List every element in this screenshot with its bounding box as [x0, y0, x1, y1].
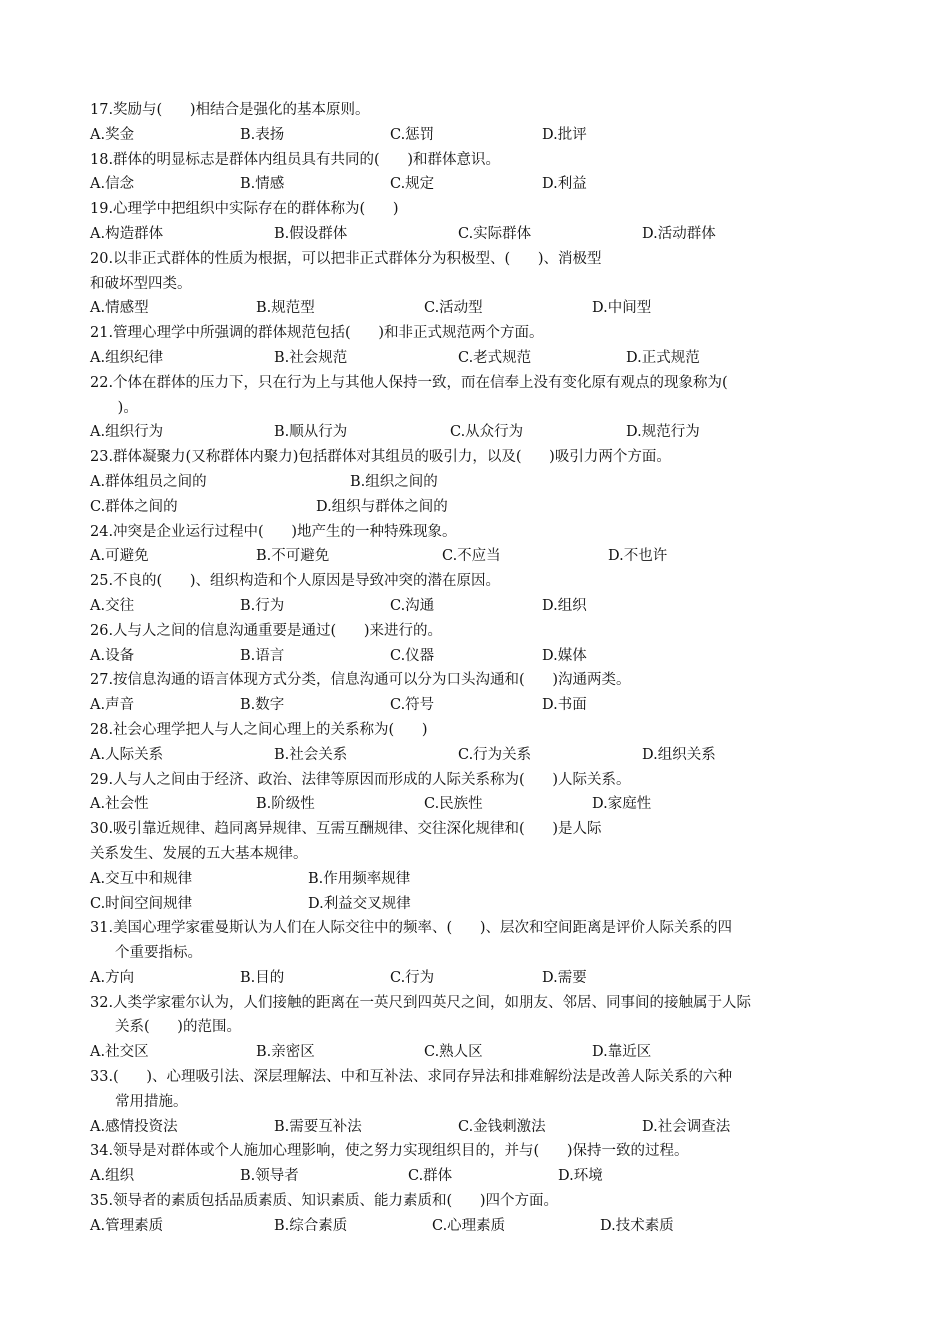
answer-option: A.组织	[90, 1168, 135, 1185]
answer-option: D.活动群体	[642, 225, 716, 242]
answer-option: D.靠近区	[592, 1044, 652, 1061]
question-text: 29.人与人之间由于经济、政治、法律等原因而形成的人际关系称为( )人际关系。	[90, 771, 631, 788]
option-row	[90, 892, 870, 917]
answer-option: C.行为	[390, 969, 435, 986]
answer-option: B.不可避免	[256, 548, 330, 565]
question-block	[90, 569, 870, 619]
question-text: 20.以非正式群体的性质为根据，可以把非正式群体分为积极型、( )、消极型	[90, 250, 602, 267]
answer-option: A.交互中和规律	[90, 870, 193, 887]
answer-option: C.群体之间的	[90, 498, 178, 515]
question-block	[90, 817, 870, 916]
answer-option: A.声音	[90, 697, 135, 714]
question-text-continued: 关系( )的范围。	[115, 1019, 241, 1036]
answer-option: A.信念	[90, 176, 135, 193]
answer-option: B.社会规范	[274, 349, 348, 366]
answer-option: D.规范行为	[626, 424, 700, 441]
answer-option: B.综合素质	[274, 1217, 348, 1234]
answer-option: C.活动型	[424, 300, 483, 317]
option-row	[90, 123, 870, 148]
option-row	[90, 470, 870, 495]
answer-option: B.假设群体	[274, 225, 348, 242]
answer-option: C.从众行为	[450, 424, 524, 441]
answer-option: B.社会关系	[274, 746, 348, 763]
option-row	[90, 172, 870, 197]
option-row	[90, 1214, 870, 1239]
option-row	[90, 644, 870, 669]
option-row	[90, 222, 870, 247]
answer-option: A.情感型	[90, 300, 149, 317]
question-block	[90, 768, 870, 818]
question-block	[90, 520, 870, 570]
question-block	[90, 916, 870, 990]
answer-option: D.利益交叉规律	[308, 895, 411, 912]
question-text: 17.奖励与( )相结合是强化的基本原则。	[90, 102, 370, 118]
option-row	[90, 420, 870, 445]
answer-option: A.人际关系	[90, 746, 164, 763]
option-row	[90, 792, 870, 817]
answer-option: D.媒体	[542, 647, 587, 664]
question-text: 19.心理学中把组织中实际存在的群体称为( )	[90, 201, 399, 218]
answer-option: B.语言	[240, 647, 285, 664]
question-block	[90, 197, 870, 247]
question-text: 21.管理心理学中所强调的群体规范包括( )和非正式规范两个方面。	[90, 325, 544, 342]
question-text-continued: 关系发生、发展的五大基本规律。	[90, 845, 308, 862]
question-text: 24.冲突是企业运行过程中( )地产生的一种特殊现象。	[90, 523, 457, 540]
option-row	[90, 693, 870, 718]
question-text: 27.按信息沟通的语言体现方式分类，信息沟通可以分为口头沟通和( )沟通两类。	[90, 672, 631, 689]
answer-option: C.民族性	[424, 796, 483, 813]
question-block	[90, 371, 870, 445]
question-block	[90, 247, 870, 321]
answer-option: D.社会调查法	[642, 1118, 731, 1135]
question-block	[90, 668, 870, 718]
answer-option: A.方向	[90, 969, 135, 986]
question-block	[90, 991, 870, 1065]
answer-option: D.环境	[558, 1168, 603, 1185]
question-text-continued: 常用措施。	[115, 1093, 188, 1110]
option-row	[90, 1040, 870, 1065]
answer-option: B.亲密区	[256, 1044, 315, 1061]
question-block	[90, 1065, 870, 1139]
option-row	[90, 1115, 870, 1140]
answer-option: A.可避免	[90, 548, 149, 565]
question-block	[90, 718, 870, 768]
question-text: 22.个体在群体的压力下，只在行为上与其他人保持一致，而在信奉上没有变化原有观点的现象称为(	[90, 374, 728, 391]
option-row	[90, 594, 870, 619]
question-block	[90, 619, 870, 669]
answer-option: C.老式规范	[458, 349, 532, 366]
answer-option: C.仪器	[390, 647, 435, 664]
option-row	[90, 495, 870, 520]
option-row	[90, 743, 870, 768]
answer-option: A.奖金	[90, 126, 135, 143]
answer-option: D.中间型	[592, 300, 652, 317]
question-text: 33.( )、心理吸引法、深层理解法、中和互补法、求同存异法和排难解纷法是改善人际关系的六种	[90, 1069, 733, 1086]
option-row	[90, 296, 870, 321]
answer-option: A.交往	[90, 597, 135, 614]
answer-option: A.设备	[90, 647, 135, 664]
answer-option: D.批评	[542, 126, 587, 143]
question-text: 23.群体凝聚力(又称群体内聚力)包括群体对其组员的吸引力，以及( )吸引力两个方面。	[90, 449, 671, 466]
answer-option: B.顺从行为	[274, 424, 348, 441]
answer-option: D.正式规范	[626, 349, 700, 366]
answer-option: D.家庭性	[592, 796, 652, 813]
answer-option: A.感情投资法	[90, 1118, 178, 1135]
answer-option: A.群体组员之间的	[90, 473, 207, 490]
option-row	[90, 966, 870, 991]
answer-option: D.技术素质	[600, 1217, 674, 1234]
answer-option: B.组织之间的	[350, 473, 438, 490]
option-row	[90, 1164, 870, 1189]
question-text: 26.人与人之间的信息沟通重要是通过( )来进行的。	[90, 622, 443, 639]
answer-option: A.社交区	[90, 1044, 149, 1061]
answer-option: C.心理素质	[432, 1217, 506, 1234]
answer-option: C.符号	[390, 697, 435, 714]
question-text-continued: 个重要指标。	[115, 945, 202, 962]
question-block	[90, 1189, 870, 1239]
question-block	[90, 321, 870, 371]
answer-option: C.行为关系	[458, 746, 532, 763]
answer-option: D.需要	[542, 969, 587, 986]
answer-option: B.作用频率规律	[308, 870, 411, 887]
answer-option: D.书面	[542, 697, 587, 714]
answer-option: C.惩罚	[390, 126, 435, 143]
answer-option: D.组织关系	[642, 746, 716, 763]
answer-option: A.管理素质	[90, 1217, 164, 1234]
question-block	[90, 1139, 870, 1189]
answer-option: D.不也许	[608, 548, 668, 565]
answer-option: B.领导者	[240, 1168, 299, 1185]
answer-option: B.行为	[240, 597, 285, 614]
answer-option: C.金钱刺激法	[458, 1118, 546, 1135]
option-row	[90, 867, 870, 892]
option-row	[90, 346, 870, 371]
question-text-continued: 和破坏型四类。	[90, 275, 192, 292]
answer-option: B.情感	[240, 176, 285, 193]
answer-option: B.数字	[240, 697, 285, 714]
question-text: 18.群体的明显标志是群体内组员具有共同的( )和群体意识。	[90, 151, 501, 168]
question-text: 25.不良的( )、组织构造和个人原因是导致冲突的潜在原因。	[90, 573, 501, 590]
answer-option: C.群体	[408, 1168, 453, 1185]
option-row	[90, 544, 870, 569]
answer-option: B.表扬	[240, 126, 285, 143]
answer-option: D.利益	[542, 176, 587, 193]
question-text: 31.美国心理学家霍曼斯认为人们在人际交往中的频率、( )、层次和空间距离是评价人际关系的四	[90, 920, 733, 937]
answer-option: C.熟人区	[424, 1044, 483, 1061]
question-list	[90, 98, 870, 1239]
question-text-continued: )。	[90, 399, 138, 416]
question-text: 30.吸引靠近规律、趋同离异规律、互需互酬规律、交往深化规律和( )是人际	[90, 821, 602, 838]
answer-option: B.规范型	[256, 300, 315, 317]
answer-option: A.组织纪律	[90, 349, 164, 366]
answer-option: C.实际群体	[458, 225, 532, 242]
question-text: 32.人类学家霍尔认为，人们接触的距离在一英尺到四英尺之间，如朋友、邻居、同事间的接触属于人际	[90, 994, 752, 1011]
question-block	[90, 148, 870, 198]
answer-option: B.阶级性	[256, 796, 315, 813]
answer-option: D.组织	[542, 597, 587, 614]
answer-option: B.需要互补法	[274, 1118, 362, 1135]
answer-option: B.目的	[240, 969, 285, 986]
question-text: 34.领导是对群体或个人施加心理影响，使之努力实现组织目的，并与( )保持一致的过程。	[90, 1143, 689, 1160]
question-block	[90, 445, 870, 519]
answer-option: A.构造群体	[90, 225, 164, 242]
answer-option: A.组织行为	[90, 424, 164, 441]
question-text: 28.社会心理学把人与人之间心理上的关系称为( )	[90, 721, 428, 738]
answer-option: C.规定	[390, 176, 435, 193]
question-text: 35.领导者的素质包括品质素质、知识素质、能力素质和( )四个方面。	[90, 1193, 559, 1210]
question-block	[90, 98, 870, 148]
answer-option: C.不应当	[442, 548, 501, 565]
answer-option: C.沟通	[390, 597, 435, 614]
answer-option: A.社会性	[90, 796, 149, 813]
answer-option: C.时间空间规律	[90, 895, 193, 912]
answer-option: D.组织与群体之间的	[316, 498, 448, 515]
